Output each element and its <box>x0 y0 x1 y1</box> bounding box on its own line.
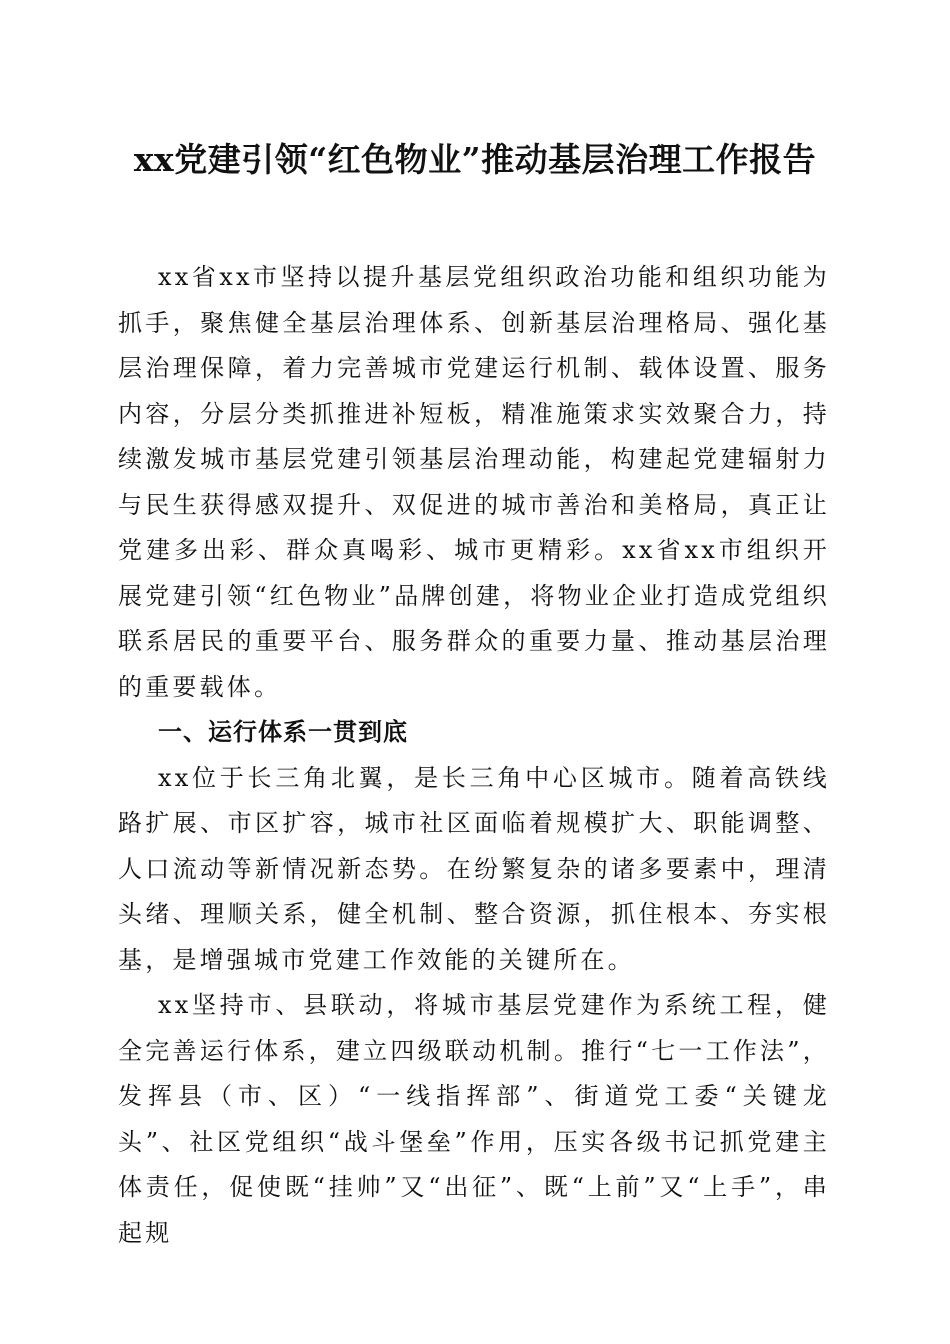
section-paragraph-1: xx位于长三角北翼，是长三角中心区城市。随着高铁线路扩展、市区扩容，城市社区面临着规模扩大、职能调整、人口流动等新情况新态势。在纷繁复杂的诸多要素中，理清头绪、理顺关系，健全机制、整合资源，抓住根本、夯实根基，是增强城市党建工作效能的关键所在。 <box>118 763 830 974</box>
document-title: xx党建引领“红色物业”推动基层治理工作报告 <box>133 140 817 179</box>
intro-paragraph: xx省xx市坚持以提升基层党组织政治功能和组织功能为抓手，聚焦健全基层治理体系、创新基层治理格局、强化基层治理保障，着力完善城市党建运行机制、载体设置、服务内容，分层分类抓推进补短板，精准施策求实效聚合力，持续激发城市基层党建引领基层治理动能，构建起党建辐射力与民生获得感双提升、双促进的城市善治和美格局，真正让党建多出彩、群众真喝彩、城市更精彩。xx省xx市组织开展党建引领“红色物业”品牌创建，将物业企业打造成党组织联系居民的重要平台、服务群众的重要力量、推动基层治理的重要载体。 <box>118 263 830 701</box>
section-heading: 一、运行体系一贯到底 <box>158 718 408 746</box>
document-body <box>118 255 830 1256</box>
section-paragraph-2: xx坚持市、县联动，将城市基层党建作为系统工程，健全完善运行体系，建立四级联动机制。推行“七一工作法”，发挥县（市、区）“一线指挥部”、街道党工委“关键龙头”、社区党组织“战斗堡垒”作用，压实各级书记抓党建主体责任，促使既“挂帅”又“出征”、既“上前”又“上手”，串起规 <box>118 991 830 1247</box>
